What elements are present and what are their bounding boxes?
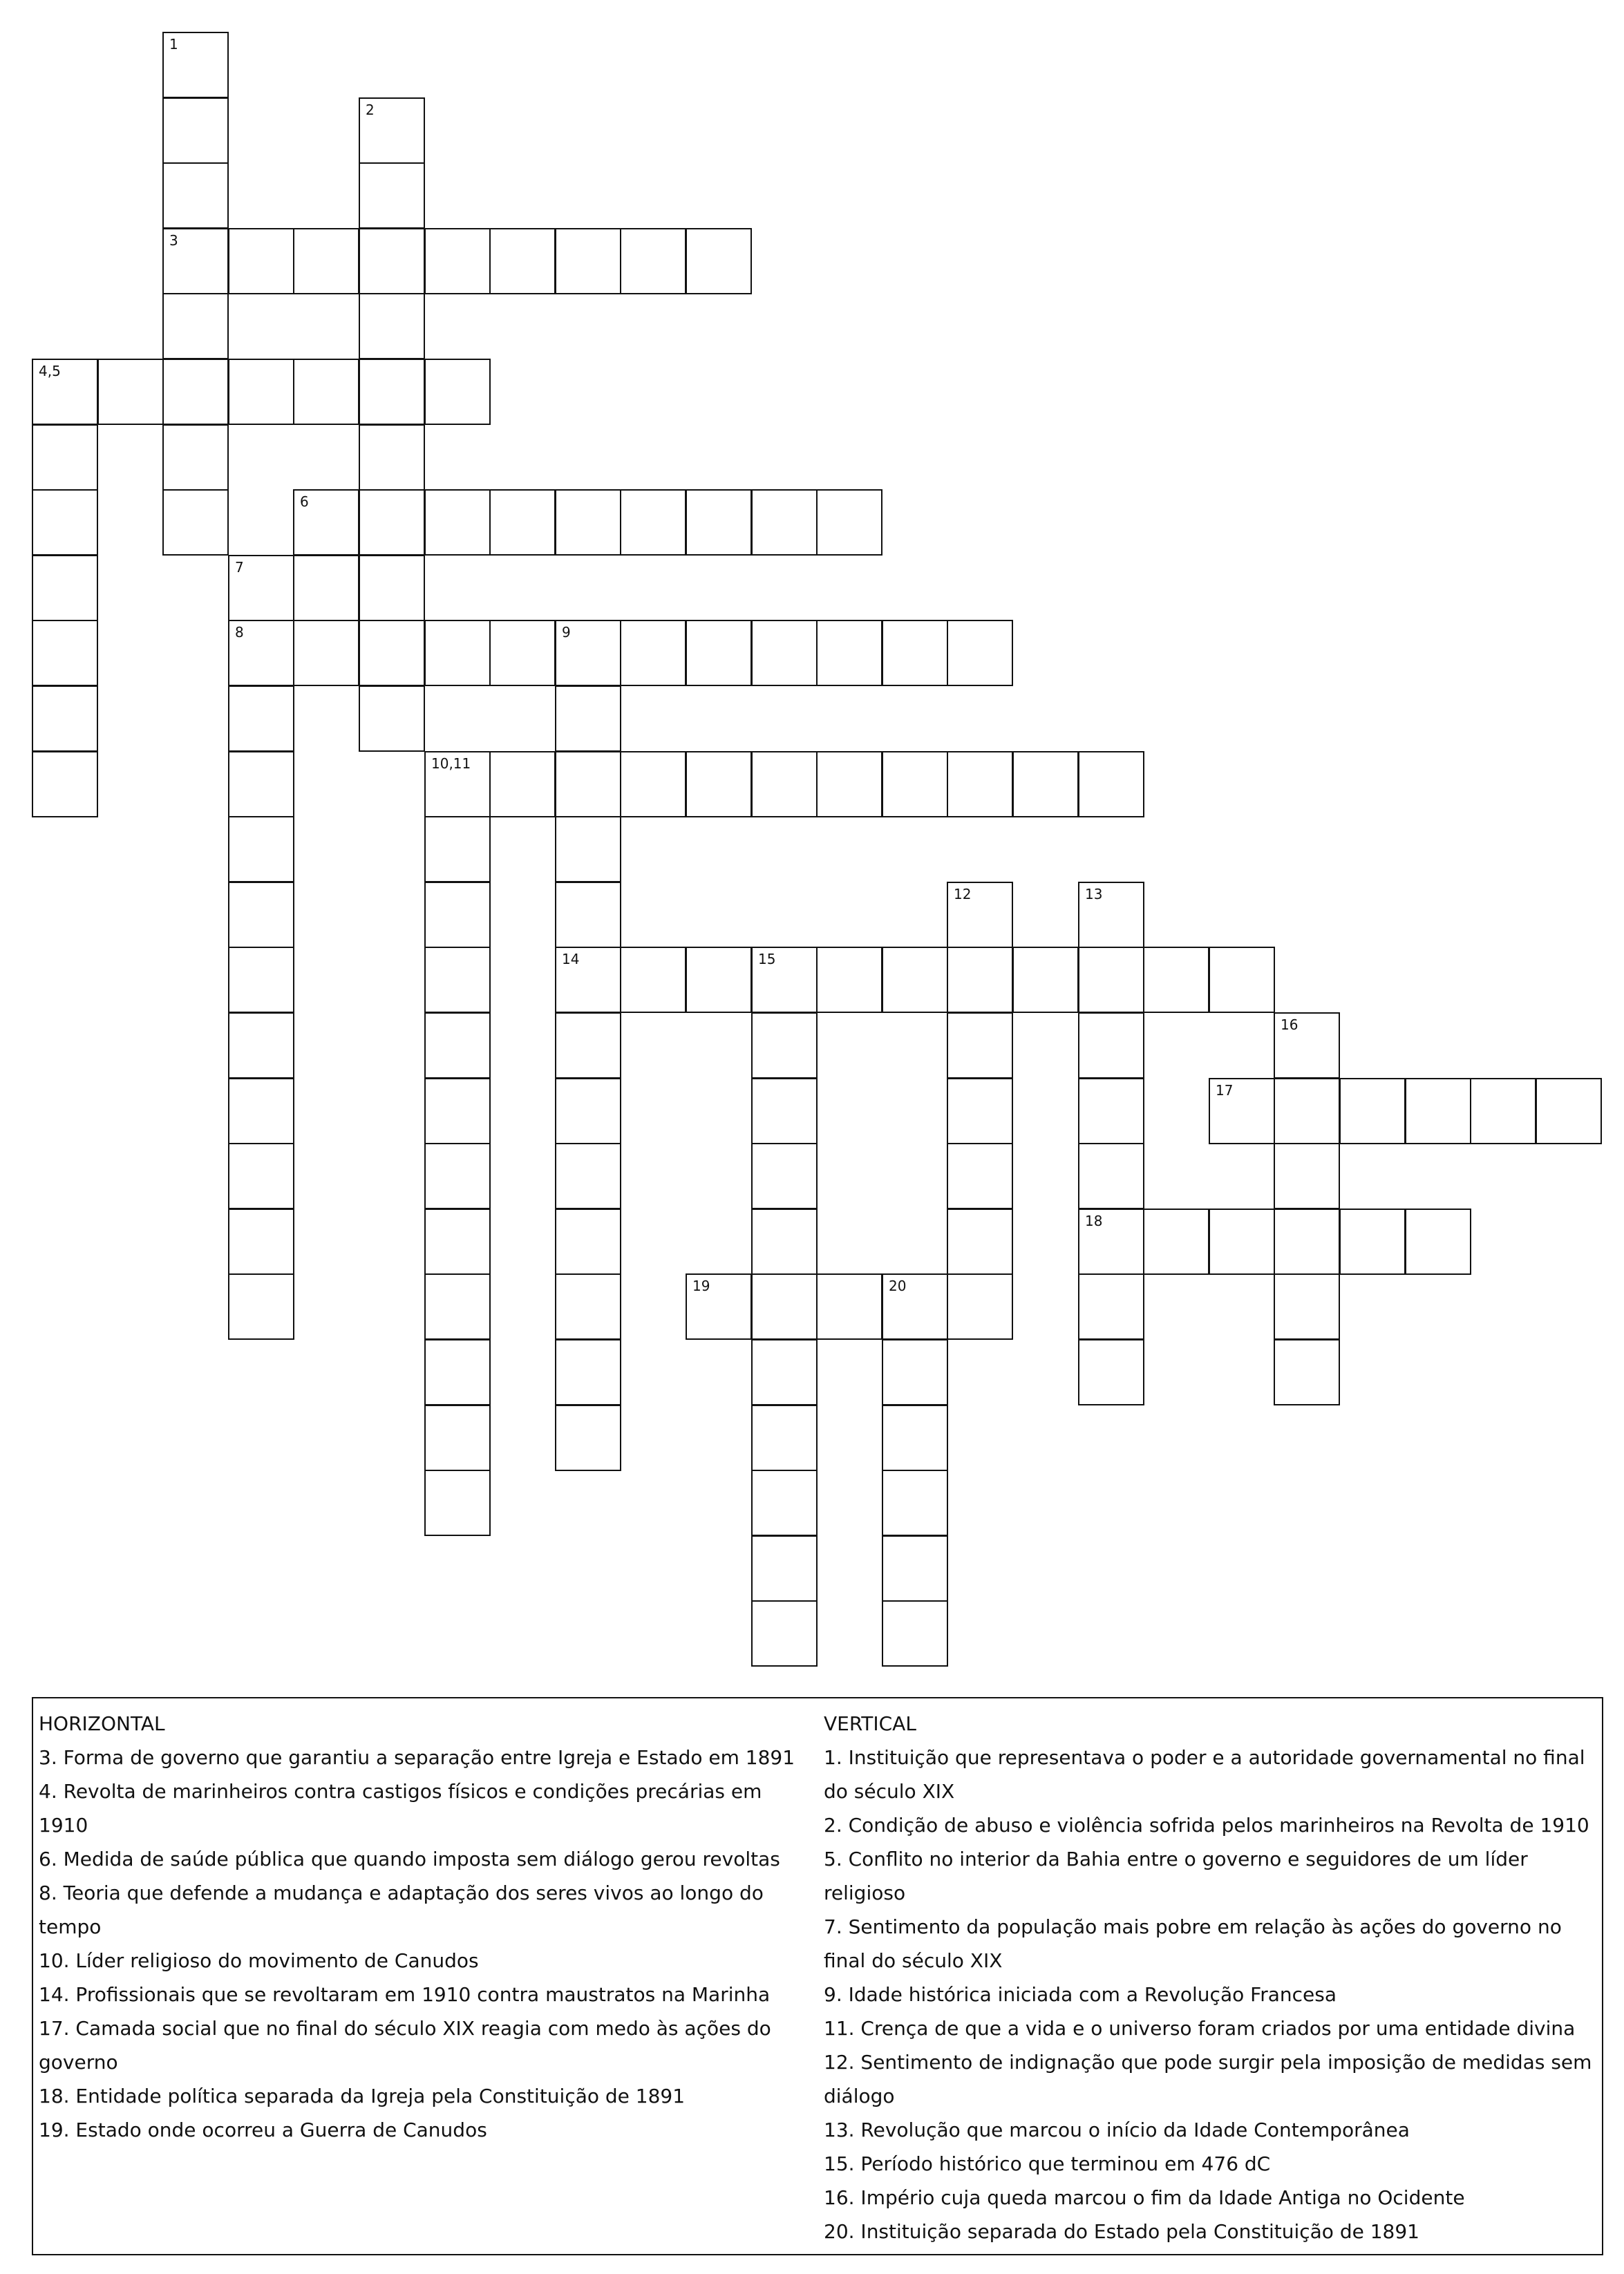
grid-cell[interactable] (1078, 947, 1144, 1013)
grid-cell[interactable] (555, 1012, 621, 1079)
grid-cell[interactable] (359, 620, 425, 686)
grid-cell[interactable] (228, 685, 294, 752)
grid-cell[interactable] (359, 228, 425, 294)
grid-cell[interactable] (228, 359, 294, 425)
grid-cell[interactable] (882, 1339, 948, 1405)
grid-cell[interactable] (751, 1012, 818, 1079)
grid-cell[interactable] (555, 947, 621, 1013)
grid-cell[interactable] (555, 1273, 621, 1340)
grid-cell[interactable] (555, 489, 621, 556)
grid-cell[interactable] (489, 751, 556, 817)
grid-cell[interactable] (620, 620, 686, 686)
vertical-clue-16: 16. Império cuja queda marcou o fim da Idade Antiga no Ocidente (824, 2186, 1465, 2209)
vertical-clue-20: 20. Instituição separada do Estado pela Constituição de 1891 (824, 2220, 1419, 2243)
grid-cell[interactable] (751, 1273, 818, 1340)
vertical-clue-11: 11. Crença de que a vida e o universo foram criados por uma entidade divina (824, 2017, 1576, 2040)
grid-cell[interactable] (228, 751, 294, 817)
grid-cell[interactable] (620, 489, 686, 556)
vertical-clue-13: 13. Revolução que marcou o início da Idade Contemporânea (824, 2119, 1410, 2141)
grid-cell[interactable] (816, 751, 882, 817)
grid-cell[interactable] (359, 424, 425, 491)
grid-cell[interactable] (162, 228, 229, 294)
grid-cell[interactable] (751, 620, 818, 686)
grid-cell[interactable] (1078, 751, 1144, 817)
grid-cell[interactable] (947, 1209, 1013, 1275)
horizontal-clue-10: 10. Líder religioso do movimento de Canudos (39, 1949, 479, 1972)
clue-number: 12 (954, 886, 972, 902)
grid-cell[interactable] (359, 162, 425, 229)
grid-cell[interactable] (555, 1339, 621, 1405)
grid-cell[interactable] (686, 489, 752, 556)
grid-cell[interactable] (1012, 947, 1079, 1013)
grid-cell[interactable] (1274, 1143, 1340, 1209)
grid-cell[interactable] (882, 1405, 948, 1471)
grid-cell[interactable] (424, 1405, 491, 1471)
grid-cell[interactable] (359, 685, 425, 752)
grid-cell[interactable] (424, 620, 491, 686)
grid-cell[interactable] (751, 1209, 818, 1275)
grid-cell[interactable] (228, 1273, 294, 1340)
grid-cell[interactable] (359, 359, 425, 425)
grid-cell[interactable] (97, 359, 164, 425)
grid-cell[interactable] (816, 489, 882, 556)
grid-cell[interactable] (1209, 947, 1275, 1013)
vertical-clues (824, 1707, 1598, 2248)
grid-cell[interactable] (751, 1600, 818, 1667)
vertical-clue-15: 15. Período histórico que terminou em 476 dC (824, 2152, 1271, 2175)
grid-cell[interactable] (424, 1273, 491, 1340)
clue-number: 9 (562, 624, 571, 641)
grid-cell[interactable] (751, 1535, 818, 1602)
clue-number: 1 (169, 36, 178, 53)
grid-cell[interactable] (555, 751, 621, 817)
grid-cell[interactable] (620, 228, 686, 294)
grid-cell[interactable] (359, 489, 425, 556)
grid-cell[interactable] (162, 359, 229, 425)
grid-cell[interactable] (882, 1600, 948, 1667)
clue-number: 7 (235, 559, 244, 576)
grid-cell[interactable] (1339, 1078, 1406, 1144)
grid-cell[interactable] (816, 1273, 882, 1340)
grid-cell[interactable] (1143, 947, 1209, 1013)
grid-cell[interactable] (228, 947, 294, 1013)
grid-cell[interactable] (555, 1405, 621, 1471)
grid-cell[interactable] (293, 359, 359, 425)
grid-cell[interactable] (162, 97, 229, 164)
grid-cell[interactable] (32, 751, 98, 817)
grid-cell[interactable] (228, 228, 294, 294)
grid-cell[interactable] (751, 1078, 818, 1144)
horizontal-title: HORIZONTAL (39, 1712, 165, 1735)
grid-cell[interactable] (1339, 1209, 1406, 1275)
grid-cell[interactable] (293, 228, 359, 294)
clue-number: 6 (300, 493, 309, 510)
grid-cell[interactable] (228, 1078, 294, 1144)
grid-cell[interactable] (555, 1209, 621, 1275)
grid-cell[interactable] (32, 489, 98, 556)
vertical-clue-9: 9. Idade histórica iniciada com a Revolução Francesa (824, 1983, 1337, 2006)
grid-cell[interactable] (816, 620, 882, 686)
grid-cell[interactable] (686, 947, 752, 1013)
clue-number: 8 (235, 624, 244, 641)
grid-cell[interactable] (1078, 1339, 1144, 1405)
grid-cell[interactable] (162, 424, 229, 491)
grid-cell[interactable] (751, 751, 818, 817)
horizontal-clue-3: 3. Forma de governo que garantiu a separação entre Igreja e Estado em 1891 (39, 1746, 795, 1769)
grid-cell[interactable] (555, 882, 621, 948)
grid-cell[interactable] (424, 489, 491, 556)
horizontal-clues (39, 1707, 813, 2147)
grid-cell[interactable] (882, 751, 948, 817)
grid-cell[interactable] (947, 1143, 1013, 1209)
grid-cell[interactable] (228, 816, 294, 882)
grid-cell[interactable] (686, 620, 752, 686)
grid-cell[interactable] (555, 816, 621, 882)
horizontal-clue-17: 17. Camada social que no final do século XIX reagia com medo às ações do governo (39, 2017, 771, 2074)
grid-cell[interactable] (228, 1012, 294, 1079)
grid-cell[interactable] (686, 228, 752, 294)
grid-cell[interactable] (1078, 1209, 1144, 1275)
grid-cell[interactable] (1143, 1209, 1209, 1275)
grid-cell[interactable] (1012, 751, 1079, 817)
grid-cell[interactable] (228, 1143, 294, 1209)
grid-cell[interactable] (947, 1078, 1013, 1144)
grid-cell[interactable] (555, 685, 621, 752)
grid-cell[interactable] (424, 816, 491, 882)
grid-cell[interactable] (947, 1012, 1013, 1079)
grid-cell[interactable] (1274, 1209, 1340, 1275)
grid-cell[interactable] (816, 947, 882, 1013)
grid-cell[interactable] (947, 947, 1013, 1013)
grid-cell[interactable] (32, 555, 98, 621)
grid-cell[interactable] (751, 1143, 818, 1209)
grid-cell[interactable] (424, 1012, 491, 1079)
grid-cell[interactable] (1209, 1078, 1275, 1144)
clue-number: 16 (1281, 1016, 1299, 1033)
grid-cell[interactable] (555, 620, 621, 686)
grid-cell[interactable] (555, 228, 621, 294)
vertical-clue-2: 2. Condição de abuso e violência sofrida pelos marinheiros na Revolta de 1910 (824, 1814, 1589, 1837)
horizontal-clue-19: 19. Estado onde ocorreu a Guerra de Canudos (39, 2119, 487, 2141)
clue-number: 10,11 (431, 755, 471, 772)
horizontal-clue-18: 18. Entidade política separada da Igreja pela Constituição de 1891 (39, 2085, 686, 2107)
grid-cell[interactable] (162, 32, 229, 98)
vertical-title: VERTICAL (824, 1712, 916, 1735)
grid-cell[interactable] (489, 228, 556, 294)
clue-number: 17 (1216, 1082, 1234, 1099)
grid-cell[interactable] (882, 1470, 948, 1536)
grid-cell[interactable] (489, 620, 556, 686)
grid-cell[interactable] (620, 947, 686, 1013)
grid-cell[interactable] (1274, 1273, 1340, 1340)
clue-number: 14 (562, 951, 580, 967)
grid-cell[interactable] (424, 1078, 491, 1144)
clues-box (32, 1697, 1603, 2255)
grid-cell[interactable] (751, 1339, 818, 1405)
grid-cell[interactable] (32, 620, 98, 686)
grid-cell[interactable] (424, 947, 491, 1013)
vertical-clue-5: 5. Conflito no interior da Bahia entre o governo e seguidores de um líder religioso (824, 1848, 1528, 1904)
grid-cell[interactable] (162, 489, 229, 556)
horizontal-clue-4: 4. Revolta de marinheiros contra castigos físicos e condições precárias em 1910 (39, 1780, 762, 1837)
vertical-clue-7: 7. Sentimento da população mais pobre em relação às ações do governo no final do século XIX (824, 1915, 1562, 1972)
clue-number: 20 (889, 1278, 907, 1294)
clue-number: 2 (366, 102, 375, 118)
grid-cell[interactable] (947, 882, 1013, 948)
grid-cell[interactable] (947, 620, 1013, 686)
grid-cell[interactable] (32, 424, 98, 491)
grid-cell[interactable] (32, 359, 98, 425)
horizontal-clue-8: 8. Teoria que defende a mudança e adaptação dos seres vivos ao longo do tempo (39, 1882, 764, 1938)
grid-cell[interactable] (1536, 1078, 1602, 1144)
grid-cell[interactable] (162, 293, 229, 359)
grid-cell[interactable] (293, 489, 359, 556)
grid-cell[interactable] (1405, 1209, 1471, 1275)
grid-cell[interactable] (32, 685, 98, 752)
grid-cell[interactable] (293, 620, 359, 686)
grid-cell[interactable] (359, 97, 425, 164)
grid-cell[interactable] (1274, 1012, 1340, 1079)
grid-cell[interactable] (228, 882, 294, 948)
grid-cell[interactable] (424, 1143, 491, 1209)
clue-number: 4,5 (39, 363, 61, 379)
grid-cell[interactable] (1078, 1078, 1144, 1144)
grid-cell[interactable] (751, 1470, 818, 1536)
grid-cell[interactable] (424, 882, 491, 948)
grid-cell[interactable] (882, 1535, 948, 1602)
grid-cell[interactable] (1274, 1078, 1340, 1144)
clue-number: 19 (692, 1278, 710, 1294)
grid-cell[interactable] (424, 228, 491, 294)
clue-number: 18 (1085, 1213, 1103, 1229)
grid-cell[interactable] (882, 1273, 948, 1340)
grid-cell[interactable] (293, 555, 359, 621)
grid-cell[interactable] (359, 293, 425, 359)
clue-number: 3 (169, 232, 178, 249)
grid-cell[interactable] (947, 1273, 1013, 1340)
horizontal-clue-14: 14. Profissionais que se revoltaram em 1910 contra maustratos na Marinha (39, 1983, 771, 2006)
grid-cell[interactable] (751, 947, 818, 1013)
grid-cell[interactable] (489, 489, 556, 556)
vertical-clue-1: 1. Instituição que representava o poder e a autoridade governamental no final do século XIX (824, 1746, 1585, 1803)
grid-cell[interactable] (1405, 1078, 1471, 1144)
grid-cell[interactable] (1078, 882, 1144, 948)
grid-cell[interactable] (555, 1143, 621, 1209)
grid-cell[interactable] (228, 555, 294, 621)
grid-cell[interactable] (1209, 1209, 1275, 1275)
grid-cell[interactable] (424, 1209, 491, 1275)
grid-cell[interactable] (620, 751, 686, 817)
grid-cell[interactable] (424, 1470, 491, 1536)
grid-cell[interactable] (162, 162, 229, 229)
grid-cell[interactable] (686, 751, 752, 817)
grid-cell[interactable] (882, 620, 948, 686)
vertical-clue-12: 12. Sentimento de indignação que pode surgir pela imposição de medidas sem diálogo (824, 2051, 1592, 2107)
clue-number: 13 (1085, 886, 1103, 902)
clue-number: 15 (758, 951, 776, 967)
horizontal-clue-6: 6. Medida de saúde pública que quando imposta sem diálogo gerou revoltas (39, 1848, 780, 1870)
grid-cell[interactable] (424, 1339, 491, 1405)
grid-cell[interactable] (1078, 1143, 1144, 1209)
grid-cell[interactable] (686, 1273, 752, 1340)
grid-cell[interactable] (359, 555, 425, 621)
grid-cell[interactable] (555, 1078, 621, 1144)
grid-cell[interactable] (424, 751, 491, 817)
grid-cell[interactable] (1078, 1273, 1144, 1340)
grid-cell[interactable] (228, 1209, 294, 1275)
grid-cell[interactable] (751, 1405, 818, 1471)
grid-cell[interactable] (751, 489, 818, 556)
grid-cell[interactable] (882, 947, 948, 1013)
grid-cell[interactable] (1078, 1012, 1144, 1079)
grid-cell[interactable] (228, 620, 294, 686)
grid-cell[interactable] (1470, 1078, 1536, 1144)
grid-cell[interactable] (947, 751, 1013, 817)
grid-cell[interactable] (1274, 1339, 1340, 1405)
grid-cell[interactable] (424, 359, 491, 425)
